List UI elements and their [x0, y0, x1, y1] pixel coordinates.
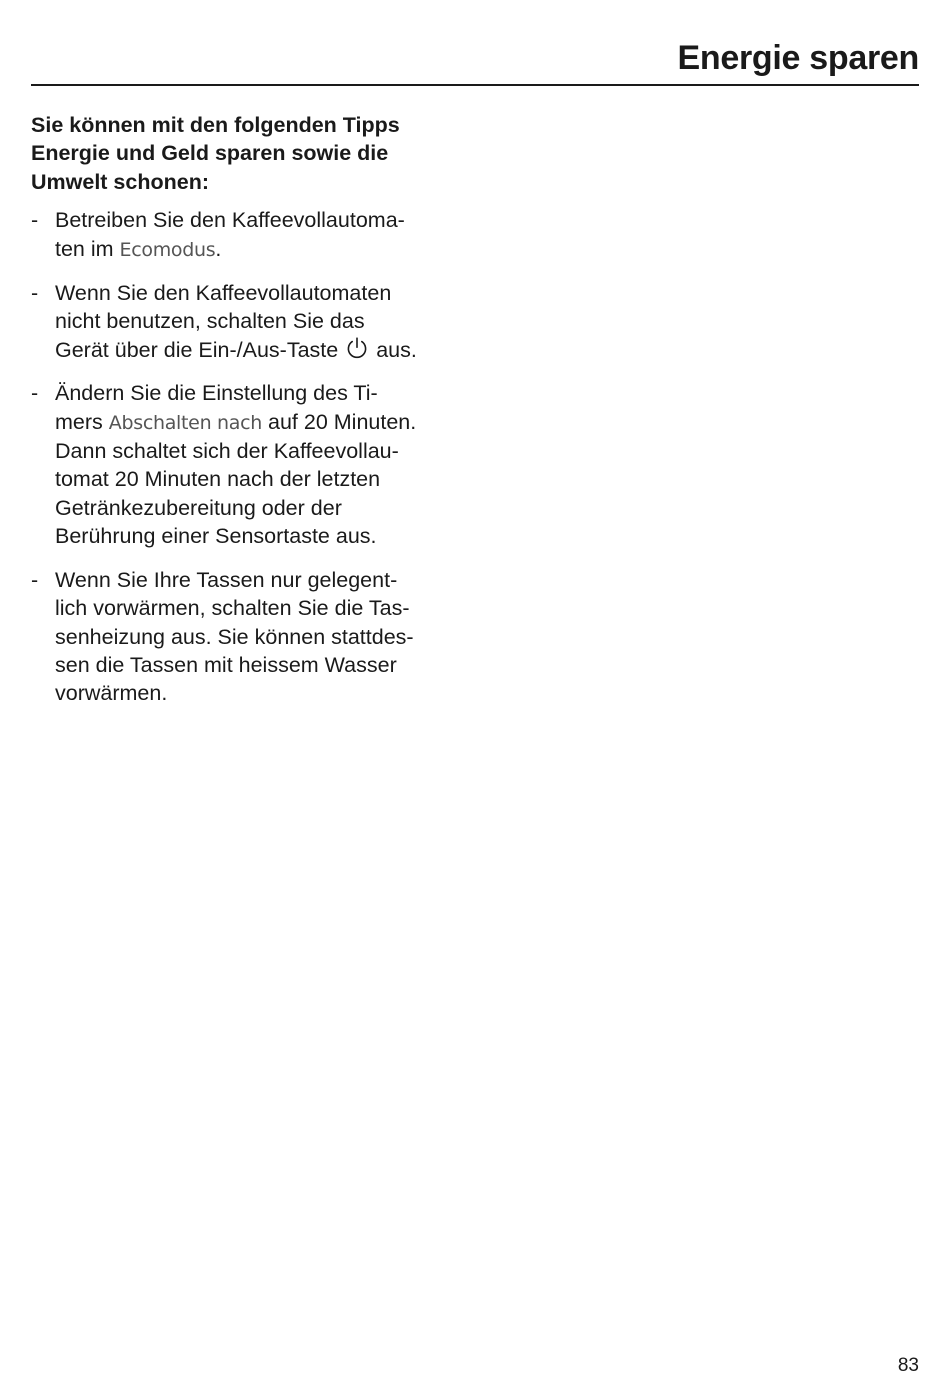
- power-icon: [345, 336, 369, 360]
- tip-text: .: [215, 236, 222, 261]
- tip-line: Betreiben Sie den Kaffeevollautoma-: [55, 208, 405, 233]
- tip-line: Berührung einer Sensortaste aus.: [55, 524, 377, 549]
- tip-text: mers: [55, 409, 103, 434]
- page-header: [31, 36, 919, 86]
- tips-list: [31, 206, 471, 708]
- intro-paragraph: [31, 111, 471, 196]
- tip-line: tomat 20 Minuten nach der letzten: [55, 467, 381, 492]
- bullet-dash: -: [31, 208, 39, 233]
- tip-line: Wenn Sie Ihre Tassen nur gelegent-: [55, 567, 398, 592]
- tip-line: senheizung aus. Sie können stattdes-: [55, 624, 414, 649]
- tip-line: Wenn Sie den Kaffeevollautomaten: [55, 281, 392, 306]
- tip-line: [55, 408, 471, 437]
- tip-line: nicht benutzen, schalten Sie das: [55, 309, 365, 334]
- bullet-dash: -: [31, 381, 39, 406]
- tip-text: aus.: [376, 337, 417, 362]
- display-term-abschalten-nach: Abschalten nach: [108, 411, 263, 434]
- main-content: [31, 111, 471, 723]
- tip-line: vorwärmen.: [55, 681, 168, 706]
- tip-item-cup-heating: [31, 566, 471, 708]
- intro-line: Sie können mit den folgenden Tipps: [31, 113, 400, 137]
- tip-item-power-off: [31, 279, 471, 364]
- tip-line: sen die Tassen mit heissem Wasser: [55, 652, 397, 677]
- tip-line: lich vorwärmen, schalten Sie die Tas-: [55, 596, 410, 621]
- display-term-ecomodus: Ecomodus: [119, 238, 216, 261]
- tip-line: Ändern Sie die Einstellung des Ti-: [55, 381, 378, 406]
- tip-text: auf 20 Minuten.: [268, 409, 417, 434]
- tip-line: Getränkezubereitung oder der: [55, 495, 342, 520]
- bullet-dash: -: [31, 281, 39, 306]
- page-title: Energie sparen: [677, 39, 919, 77]
- intro-line: Energie und Geld sparen sowie die: [31, 141, 389, 166]
- bullet-dash: -: [31, 567, 39, 592]
- tip-text: ten im: [55, 236, 114, 261]
- tip-line: [55, 336, 471, 364]
- tip-item-timer: [31, 379, 471, 550]
- tip-line: [55, 235, 471, 264]
- tip-line: Dann schaltet sich der Kaffeevollau-: [55, 439, 399, 464]
- page-number: 83: [897, 1355, 919, 1376]
- intro-line: Umwelt schonen:: [31, 169, 209, 194]
- tip-text: Gerät über die Ein-/Aus-Taste: [55, 337, 339, 362]
- tip-item-ecomode: [31, 206, 471, 264]
